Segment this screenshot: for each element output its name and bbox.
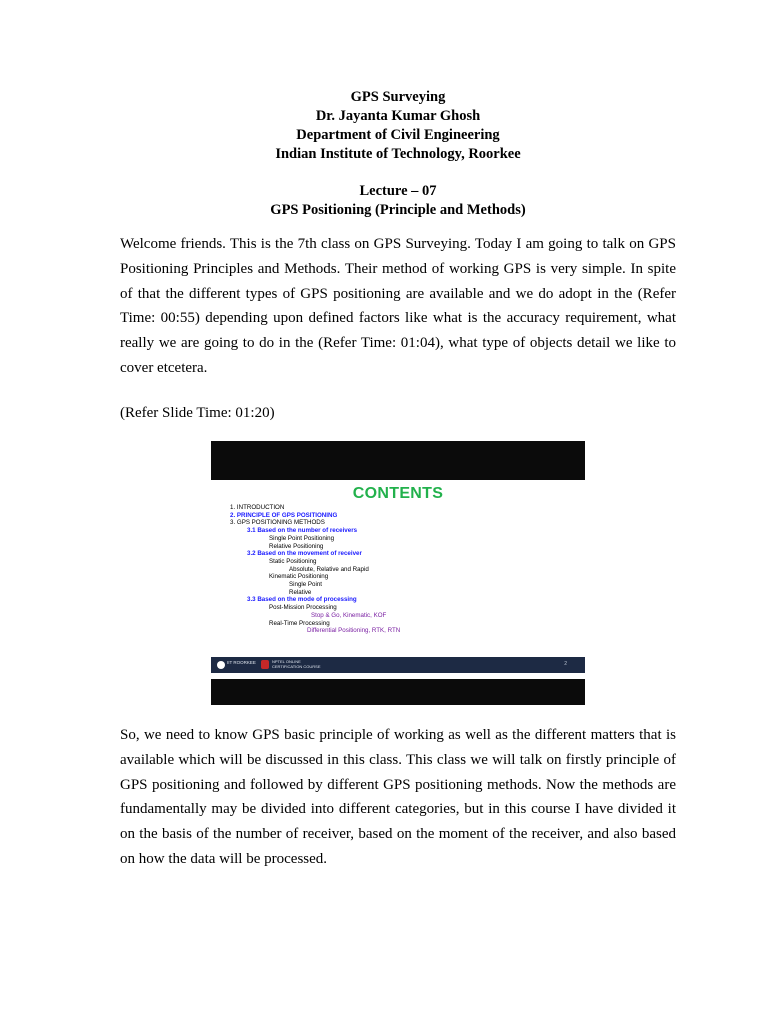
department-name: Department of Civil Engineering xyxy=(296,127,500,143)
slide-line: 3.1 Based on the number of receivers xyxy=(247,527,358,535)
paragraph-methods: So, we need to know GPS basic principle of working as well as the different matters that is available which will be discussed in this class. This class we will talk on firstly principle of GPS positioning and followed by different GPS positioning methods. Now the methods are fundamentally may be divided into different categories, but in this course I have divided it on the basis of the number of receiver, based on the moment of the receiver, and also based on how the data will be processed. xyxy=(120,727,676,867)
slide-line: 3.2 Based on the movement of receiver xyxy=(247,550,362,558)
slide-line: 3.3 Based on the mode of processing xyxy=(247,596,357,604)
institute-name: Indian Institute of Technology, Roorkee xyxy=(275,146,521,162)
lecture-title: GPS Positioning (Principle and Methods) xyxy=(270,202,526,218)
slide-line: 3. GPS POSITIONING METHODS xyxy=(230,519,325,527)
footer-left-text: IIT ROORKEE xyxy=(227,660,256,665)
slide-line: Single Point xyxy=(289,581,323,588)
iit-roorkee-logo-icon xyxy=(217,661,225,669)
slide-line: Relative xyxy=(289,588,312,596)
slide-line: Stop & Go, Kinematic, KOF xyxy=(311,611,387,619)
slide-line: Single Point Positioning xyxy=(269,534,335,542)
lecture-number: Lecture – 07 xyxy=(359,183,437,199)
lecture-header xyxy=(120,88,676,220)
footer-mid-text: NPTEL ONLINE CERTIFICATION COURSE xyxy=(272,659,321,669)
nptel-logo-icon xyxy=(261,660,269,669)
slide-line: Absolute, Relative and Rapid xyxy=(289,565,369,573)
slide-page-number: 2 xyxy=(564,661,567,667)
slide-line: 2. PRINCIPLE OF GPS POSITIONING xyxy=(230,511,338,519)
slide-line: Static Positioning xyxy=(269,557,317,565)
slide-line: Differential Positioning, RTK, RTN xyxy=(307,627,401,635)
slide-line: Post-Mission Processing xyxy=(269,604,337,612)
course-title: GPS Surveying xyxy=(350,89,446,105)
slide-contents-list xyxy=(211,504,585,644)
slide-line: 1. INTRODUCTION xyxy=(230,504,285,511)
slide-line: Kinematic Positioning xyxy=(269,573,329,581)
slide-image xyxy=(211,441,585,705)
slide-title: CONTENTS xyxy=(352,485,444,502)
slide-line: Relative Positioning xyxy=(269,542,324,550)
instructor-name: Dr. Jayanta Kumar Ghosh xyxy=(315,108,481,124)
refer-slide-time: (Refer Slide Time: 01:20) xyxy=(120,405,275,421)
slide-line: Real-Time Processing xyxy=(269,619,330,627)
paragraph-intro: Welcome friends. This is the 7th class on GPS Surveying. Today I am going to talk on GPS Positioning Principles and Methods. Their method of working GPS is very simple. In spite of that the different types of GPS positioning are available and we do adopt in the (Refer Time: 00:55) depending upon defined factors like what is the accuracy requirement, what really we are going to do in the (Refer Time: 01:04), what type of objects detail we like to cover etcetera. xyxy=(120,236,676,376)
